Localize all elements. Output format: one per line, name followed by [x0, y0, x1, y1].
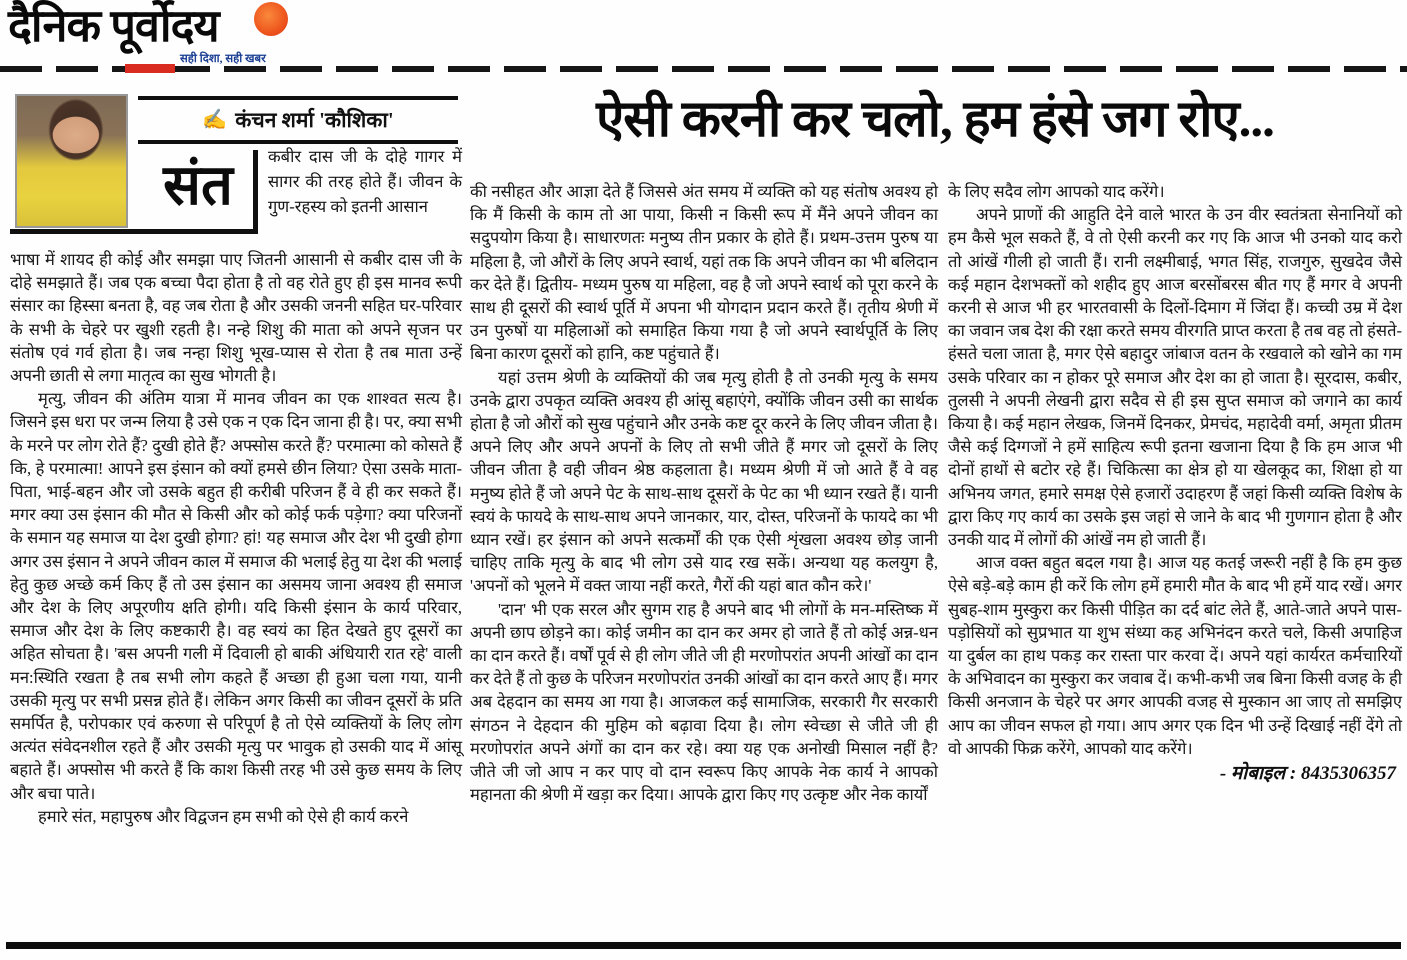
paragraph: की नसीहत और आज्ञा देते हैं जिससे अंत समय में व्यक्ति को यह संतोष अवश्य हो कि मैं किसी के काम तो आ पाया, किसी न किसी रूप में मैंने अपने जीवन का सदुपयोग किया है। साधारणतः मनुष्य तीन प्रकार के होते हैं। प्रथम-उत्तम पुरुष या महिला है, जो औरों के लिए अपने स्वार्थ, यहां तक कि अपने जीवन का भी बलिदान कर देते हैं। द्वितीय- मध्यम पुरुष या महिला, वह है जो अपने स्वार्थ को पूरा करने के साथ ही दूसरों की स्वार्थ पूर्ति में अपना भी योगदान प्रदान करते हैं। तृतीय श्रेणी में उन पुरुषों या महिलाओं को समाहित किया गया है जो अपने स्वार्थपूर्ति के लिए बिना कारण दूसरों को हानि, कष्ट पहुंचाते हैं। — [470, 182, 938, 364]
drop-word: संत — [163, 155, 233, 217]
paragraph: मृत्यु, जीवन की अंतिम यात्रा में मानव जीवन का एक शाश्वत सत्य है। जिसने इस धरा पर जन्म लिया है उसे एक न एक दिन जाना ही है। पर, क्या सभी के मरने पर लोग रोते हैं? दुखी होते हैं? अफ्सोस करते हैं? परमात्मा को कोसते हैं कि, हे परमात्मा! आपने इस इंसान को क्यों हमसे छीन लिया? ऐसा उसके माता-पिता, भाई-बहन और जो उसके बहुत ही करीबी परिजन हैं वे ही कर सकते हैं। मगर क्या उस इंसान की मौत से किसी और को कोई फर्क पड़ेगा? क्या परिजनों के समान यह समाज या देश दुखी होगा? हां! यह समाज और देश भी दुखी होगा अगर उस इंसान ने अपने जीवन काल में समाज की भलाई हेतु या देश की भलाई हेतु कुछ अच्छे कर्म किए हैं तो उस इंसान का असमय जाना अवश्य ही समाज और देश के लिए अपूरणीय क्षति होगी। यदि किसी इंसान के कार्य परिवार, समाज और देश के लिए कष्टकारी है। वह स्वयं का हित देखते हुए दूसरों का अहित सोचता है। 'बस अपनी गली में दिवाली हो बाकी अंधियारी रात रहे' वाली मन:स्थिति रखता है तब सभी लोग कहते हैं अच्छा ही हुआ चला गया, यानी उसकी मृत्यु पर सभी प्रसन्न होते हैं। लेकिन अगर किसी का जीवन दूसरों के प्रति समर्पित है, परोपकार एवं करुणा से परिपूर्ण है तो ऐसे व्यक्तियों के लिए लोग अत्यंत संवेदनशील रहते हैं और उसकी मृत्यु पर भावुक हो उसकी याद में आंसू बहाते हैं। अफ्सोस भी करते हैं कि काश किसी तरह भी उसे कुछ समय के लिए और बचा पाते। — [10, 389, 463, 803]
paragraph: 'दान' भी एक सरल और सुगम राह है अपने बाद भी लोगों के मन-मस्तिष्क में अपनी छाप छोड़ने का। कोई जमीन का दान कर अमर हो जाते हैं तो कोई अन्न-धन का दान करते हैं। वर्षों पूर्व से ही लोग जीते जी ही मरणोपरांत अपनी आंखों का दान कर देते हैं तो कुछ के परिजन मरणोपरांत उनकी आंखों का दान करते आए हैं। मगर अब देहदान का समय आ गया है। आजकल कई सामाजिक, सरकारी गैर सरकारी संगठन ने देहदान की मुहिम को बढ़ावा दिया है। लोग स्वेच्छा से जीते जी ही मरणोपरांत अपने अंगों का दान कर रहे। क्या यह एक अनोखी मिसाल नहीं है? जीते जी जो आप न कर पाए वो दान स्वरूप किए आपके नेक कार्य ने आपको महानता की श्रेणी में खड़ा कर दिया। आपके द्वारा किए गए उत्कृष्ट और नेक कार्यों — [470, 599, 938, 805]
writing-hand-icon: ✍ — [202, 109, 228, 131]
bottom-rule — [6, 942, 1401, 949]
article-header-block — [10, 88, 462, 240]
paragraph: के लिए सदैव लोग आपको याद करेंगे। — [948, 182, 1165, 201]
column-1 — [10, 88, 462, 828]
paragraph: भाषा में शायद ही कोई और समझा पाए जितनी आसानी से कबीर दास जी के दोहे समझाते हैं। जब एक बच्चा पैदा होता है तो वह रोते हुए ही इस मानव रूपी संसार का हिस्सा बनता है, वह जब रोता है और उसकी जननी सहित घर-परिवार के सभी के चेहरे पर खुशी रहती है। नन्हे शिशु की माता को अपने सृजन पर संतोष एवं गर्व होता है। जब नन्हा शिशु भूख-प्यास से रोता है तब माता उन्हें अपनी छाती से लगा मातृत्व का सुख भोगती है। — [10, 250, 462, 386]
byline-box — [138, 96, 458, 144]
drop-word-horizontal-rule — [10, 229, 258, 234]
masthead-dashed-rule — [0, 66, 1407, 72]
intro-text: कबीर दास जी के दोहे गागर में सागर की तरह होते हैं। जीवन के गुण-रहस्य को इतनी आसान — [268, 147, 462, 216]
author-name: कंचन शर्मा 'कौशिका' — [235, 108, 394, 132]
column-2 — [470, 180, 938, 806]
article-headline: ऐसी करनी कर चलो, हम हंसे जग रोए... — [596, 92, 1274, 148]
paragraph: अपने प्राणों की आहुति देने वाले भारत के उन वीर स्वतंत्रता सेनानियों को हम कैसे भूल सकते हैं, वे तो ऐसी करनी कर गए कि आज भी उनको याद करो तो आंखें गीली हो जाती हैं। रानी लक्ष्मीबाई, भगत सिंह, राजगुरु, सुखदेव जैसे कई महान देशभक्तों को शहीद हुए आज बरसोंबरस बीत गए हैं मगर वे अपनी करनी से आज भी हर भारतवासी के दिलों-दिमाग में जिंदा हैं। कच्ची उम्र में देश का जवान जब देश की रक्षा करते समय वीरगति प्राप्त करता है तब वह तो हंसते-हंसते चला जाता है, मगर ऐसे बहादुर जांबाज वतन के रखवाले को खोने का गम उसके परिवार का न होकर पूरे समाज और देश का हो जाता है। सूरदास, कबीर, तुलसी ने अपनी लेखनी द्वारा सदैव से ही इस सुप्त समाज को जगाने का कार्य किया है। कई महान लेखक, जिनमें दिनकर, प्रेमचंद, महादेवी वर्मा, अमृता प्रीतम जैसे कई दिग्गजों ने हमें साहित्य रूपी इतना खजाना दिया है कि हम आज भी दोनों हाथों से बटोर रहे हैं। चिकित्सा का क्षेत्र हो या खेलकूद का, शिक्षा हो या अभिनय जगत, हमारे समक्ष ऐसे हजारों उदाहरण हैं जहां किसी व्यक्ति विशेष के द्वारा किए गए कार्य का उसके इस जहां से जाने के बाद भी गुणगान होता है और उनकी याद में लोगों की आंखें नम हो जाती हैं। — [948, 205, 1402, 550]
newspaper-logo — [8, 0, 219, 58]
paragraph: यहां उत्तम श्रेणी के व्यक्तियों की जब मृत्यु होती है तो उनकी मृत्यु के समय उनके द्वारा उपकृत व्यक्ति अवश्य ही आंसू बहाएंगे, क्योंकि जीवन उसी का सार्थक होता है जो औरों को सुख पहुंचाने और उनके कष्ट दूर करने के लिए जीवन जीता है। अपने लिए और अपने अपनों के लिए तो सभी जीते हैं मगर जो दूसरों के लिए जीवन जीता है वही जीवन श्रेष्ठ कहलाता है। मध्यम श्रेणी में जो आते हैं वे वह मनुष्य होते हैं जो अपने पेट के साथ-साथ दूसरों के पेट का भी ध्यान रखते हैं। यानी स्वयं के फायदे के साथ-साथ अपने जानकार, यार, दोस्त, परिजनों के फायदे का भी ध्यान रखें। हर इंसान को अपने सत्कर्मों की एक ऐसी शृंखला अवश्य छोड़ जानी चाहिए ताकि मृत्यु के बाद भी लोग उसे याद रख सकें। अन्यथा यह कलयुग है, 'अपनों को भूलने में वक्त जाया नहीं करते, गैरों की यहां बात कौन करे।' — [470, 367, 938, 596]
author-mobile-signature: - मोबाइल : 8435306357 — [1219, 763, 1396, 785]
drop-word-vertical-rule — [253, 150, 258, 234]
author-photo — [15, 94, 128, 228]
column-3 — [948, 180, 1402, 785]
paragraph: हमारे संत, महापुरुष और विद्वजन हम सभी को ऐसे ही कार्य करने — [38, 806, 409, 826]
masthead-red-badge — [125, 64, 175, 73]
masthead — [0, 0, 1407, 80]
sun-icon — [254, 2, 288, 36]
paragraph: आज वक्त बहुत बदल गया है। आज यह कतई जरूरी नहीं है कि हम कुछ ऐसे बड़े-बड़े काम ही करें कि लोग हमें हमारी मौत के बाद भी हमें याद रखें। अगर सुबह-शाम मुस्कुरा कर किसी पीड़ित का दर्द बांट लेते हैं, आते-जाते अपने पास-पड़ोसियों को सुप्रभात या शुभ संध्या कह अभिनंदन करते चले, किसी अपाहिज या दुर्बल का हाथ पकड़ कर रास्ता पार करवा दें। अपने यहां कार्यरत कर्मचारियों के अभिवादन का मुस्कुरा कर जवाब दें। कभी-कभी जब बिना किसी वजह के ही किसी अनजान के चेहरे पर अगर आपकी वजह से मुस्कान आ जाए तो समझिए आप का जीवन सफल हो गया। आप अगर एक दिन भी उन्हें दिखाई नहीं देंगे तो वो आपकी फिक्र करेंगे, आपको याद करेंगे। — [948, 553, 1402, 758]
newspaper-tagline: सही दिशा, सही खबर — [180, 53, 266, 65]
newspaper-title: दैनिक पूर्वोदय — [8, 1, 219, 51]
column-1-body — [10, 248, 462, 828]
